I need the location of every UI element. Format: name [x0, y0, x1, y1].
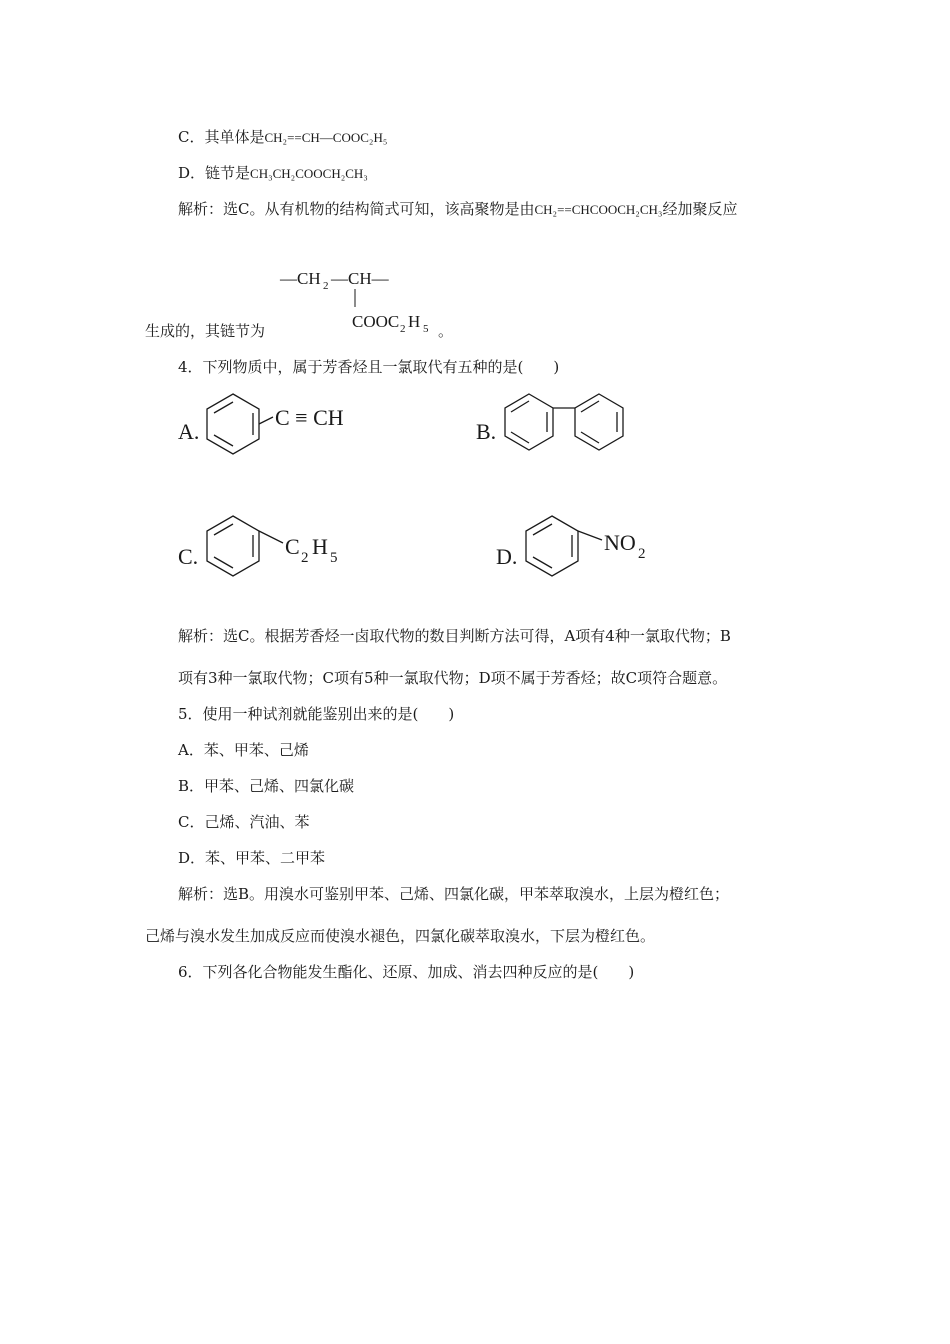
- q3-analysis-line2-end: 。: [438, 322, 454, 340]
- repeat-unit-bottom: COOC: [352, 312, 400, 331]
- q3-analysis-end: 经加聚反应: [662, 200, 738, 218]
- q4-option-a-label: A.: [178, 419, 200, 444]
- repeat-unit-bottom-h: H: [408, 312, 421, 331]
- q5-option-b: B．甲苯、己烯、四氯化碳: [178, 777, 355, 795]
- q6-stem: 6．下列各化合物能发生酯化、还原、加成、消去四种反应的是( ): [178, 963, 635, 981]
- q4-option-c-sub2: 5: [330, 550, 338, 566]
- q4-stem: 4．下列物质中，属于芳香烃且一氯取代有五种的是( ): [178, 358, 560, 376]
- q4-option-c-structure: [175, 512, 415, 602]
- q3-option-d-text: D．链节是: [178, 164, 251, 182]
- q4-analysis-line2: 项有3种一氯取代物；C项有5种一氯取代物；D项不属于芳香烃；故C项符合题意。: [178, 669, 728, 687]
- q4-option-d-structure: [494, 512, 714, 602]
- q4-option-c-h: H: [312, 534, 328, 559]
- q4-option-b-structure: [474, 386, 674, 476]
- q4-option-c-label: C.: [178, 544, 199, 569]
- q5-stem: 5．使用一种试剂就能鉴别出来的是( ): [178, 705, 455, 723]
- benzene-ring-a: [207, 394, 273, 454]
- q4-option-d-group: NO: [604, 530, 636, 555]
- q4-option-a-structure: [175, 392, 415, 482]
- q4-option-c-sub1: 2: [301, 550, 309, 566]
- repeat-unit-bottom-sub1: 2: [400, 323, 406, 335]
- repeat-unit-bottom-sub2: 5: [423, 323, 429, 335]
- q4-option-d-sub: 2: [638, 546, 646, 562]
- q5-analysis-line2: 己烯与溴水发生加成反应而使溴水褪色，四氯化碳萃取溴水，下层为橙红色。: [145, 927, 656, 945]
- repeat-unit-top-a: —CH: [280, 269, 321, 288]
- q3-option-c-text: C．其单体是: [178, 128, 265, 146]
- q4-option-b-label: B.: [476, 419, 497, 444]
- q3-analysis-text: 解析：选C。从有机物的结构简式可知，该高聚物是由: [178, 200, 535, 218]
- benzene-ring-c: [207, 516, 283, 576]
- q4-option-c-group: C: [285, 534, 300, 559]
- q3-option-d: [178, 163, 368, 184]
- q5-option-c: C．己烯、汽油、苯: [178, 813, 310, 831]
- q5-option-d: D．苯、甲苯、二甲苯: [178, 849, 326, 867]
- q3-option-d-formula: CH₃CH₂COOCH₂CH₃: [250, 166, 368, 181]
- q3-analysis-line2: [145, 321, 265, 341]
- q4-option-d-label: D.: [496, 544, 518, 569]
- repeat-unit-top-b: —CH—: [331, 269, 389, 288]
- q3-analysis-line1: [178, 199, 737, 220]
- biphenyl-rings: [505, 394, 623, 450]
- repeat-unit-top-a-sub: 2: [323, 280, 329, 292]
- q4-analysis-line1: 解析：选C。根据芳香烃一卤取代物的数目判断方法可得，A项有4种一氯取代物；B: [178, 627, 731, 645]
- q5-analysis-line1: 解析：选B。用溴水可鉴别甲苯、己烯、四氯化碳，甲苯萃取溴水，上层为橙红色；: [178, 885, 730, 903]
- q4-option-a-group: C ≡ CH: [275, 405, 344, 430]
- q3-analysis-line2-text: 生成的，其链节为: [145, 322, 266, 340]
- q5-option-a: A．苯、甲苯、己烯: [178, 741, 309, 759]
- q3-option-c: [178, 127, 387, 148]
- q3-analysis-formula: CH₂==CHCOOCH₂CH₃: [534, 202, 663, 217]
- benzene-ring-d: [526, 516, 602, 576]
- q3-option-c-formula: CH₂==CH—COOC₂H₅: [264, 130, 388, 145]
